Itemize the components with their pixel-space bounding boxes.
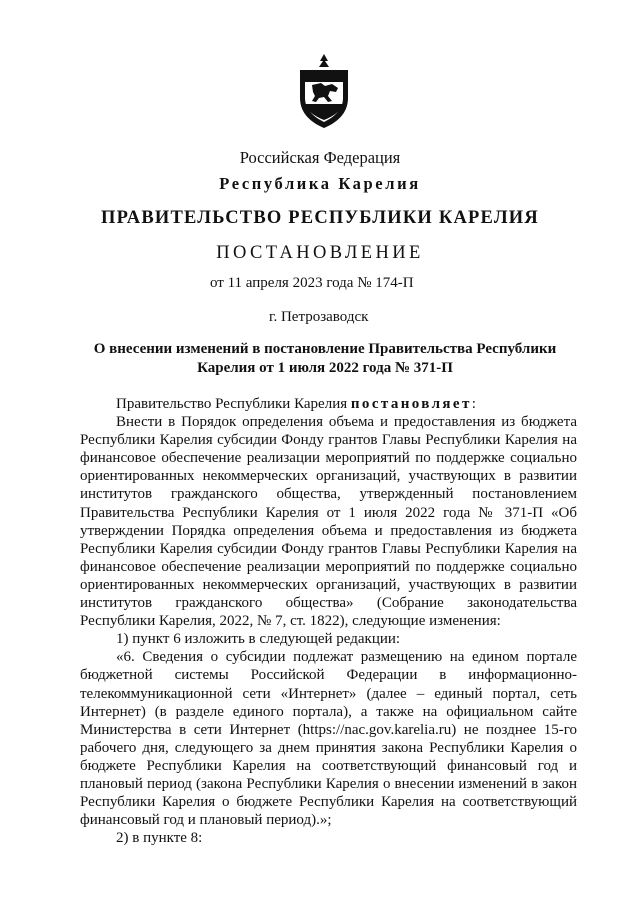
country-name: Российская Федерация bbox=[239, 148, 401, 167]
document-body bbox=[80, 395, 577, 847]
document-city: г. Петрозаводск bbox=[269, 309, 369, 325]
document-subject: О внесении изменений в постановление Правительства Республики Карелия от 1 июля 2022 года № 371-П bbox=[93, 341, 557, 376]
karelia-coat-of-arms-icon bbox=[294, 52, 354, 130]
paragraph-1: Внести в Порядок определения объема и предоставления из бюджета Республики Карелия субсидии Фонду грантов Главы Республики Карелия на финансовое обеспечение реализации мероприятий по поддержке социально ориентированных некоммерческих организаций, участвующих в развитии институтов гражданского общества, утвержденный постановлением Правительства Республики Карелия от 1 июля 2022 года № 371-П «Об утверждении Порядка определения объема и предоставления из бюджета Республики Карелия субсидии Фонду грантов Главы Республики Карелия на финансовое обеспечение реализации мероприятий по поддержке социально ориентированных некоммерческих организаций, участвующих в развитии институтов гражданского общества» (Собрание законодательства Республики Карелия, 2022, № 7, ст. 1822), следующие изменения: bbox=[80, 414, 577, 630]
intro-prefix: Правительство Республики Карелия bbox=[116, 396, 351, 412]
intro-paragraph bbox=[80, 395, 577, 413]
intro-keyword: постановляет bbox=[350, 396, 472, 412]
paragraph-2: 1) пункт 6 изложить в следующей редакции: bbox=[116, 631, 401, 648]
document-date-number: от 11 апреля 2023 года № 174-П bbox=[210, 275, 414, 291]
republic-name: Республика Карелия bbox=[219, 174, 421, 193]
document-type: ПОСТАНОВЛЕНИЕ bbox=[216, 243, 424, 263]
paragraph-4: 2) в пункте 8: bbox=[116, 830, 203, 847]
intro-suffix: : bbox=[471, 396, 476, 412]
government-title: ПРАВИТЕЛЬСТВО РЕСПУБЛИКИ КАРЕЛИЯ bbox=[101, 208, 539, 228]
paragraph-3: «6. Сведения о субсидии подлежат размещению на едином портале бюджетной системы Российской Федерации в информационно-телекоммуникационной сети «Интернет» (далее – единый портал, сеть Интернет) (в разделе единого портала), а также на официальном сайте Министерства в сети Интернет (https://nac.gov.karelia.ru) не позднее 15-го рабочего дня, следующего за днем принятия закона Республики Карелия о бюджете Республики Карелия на соответствующий финансовый год и плановый период (закона Республики Карелия о внесении изменений в закон Республики Карелия о бюджете Республики Карелия на соответствующий финансовый год и плановый период).»; bbox=[80, 649, 577, 829]
